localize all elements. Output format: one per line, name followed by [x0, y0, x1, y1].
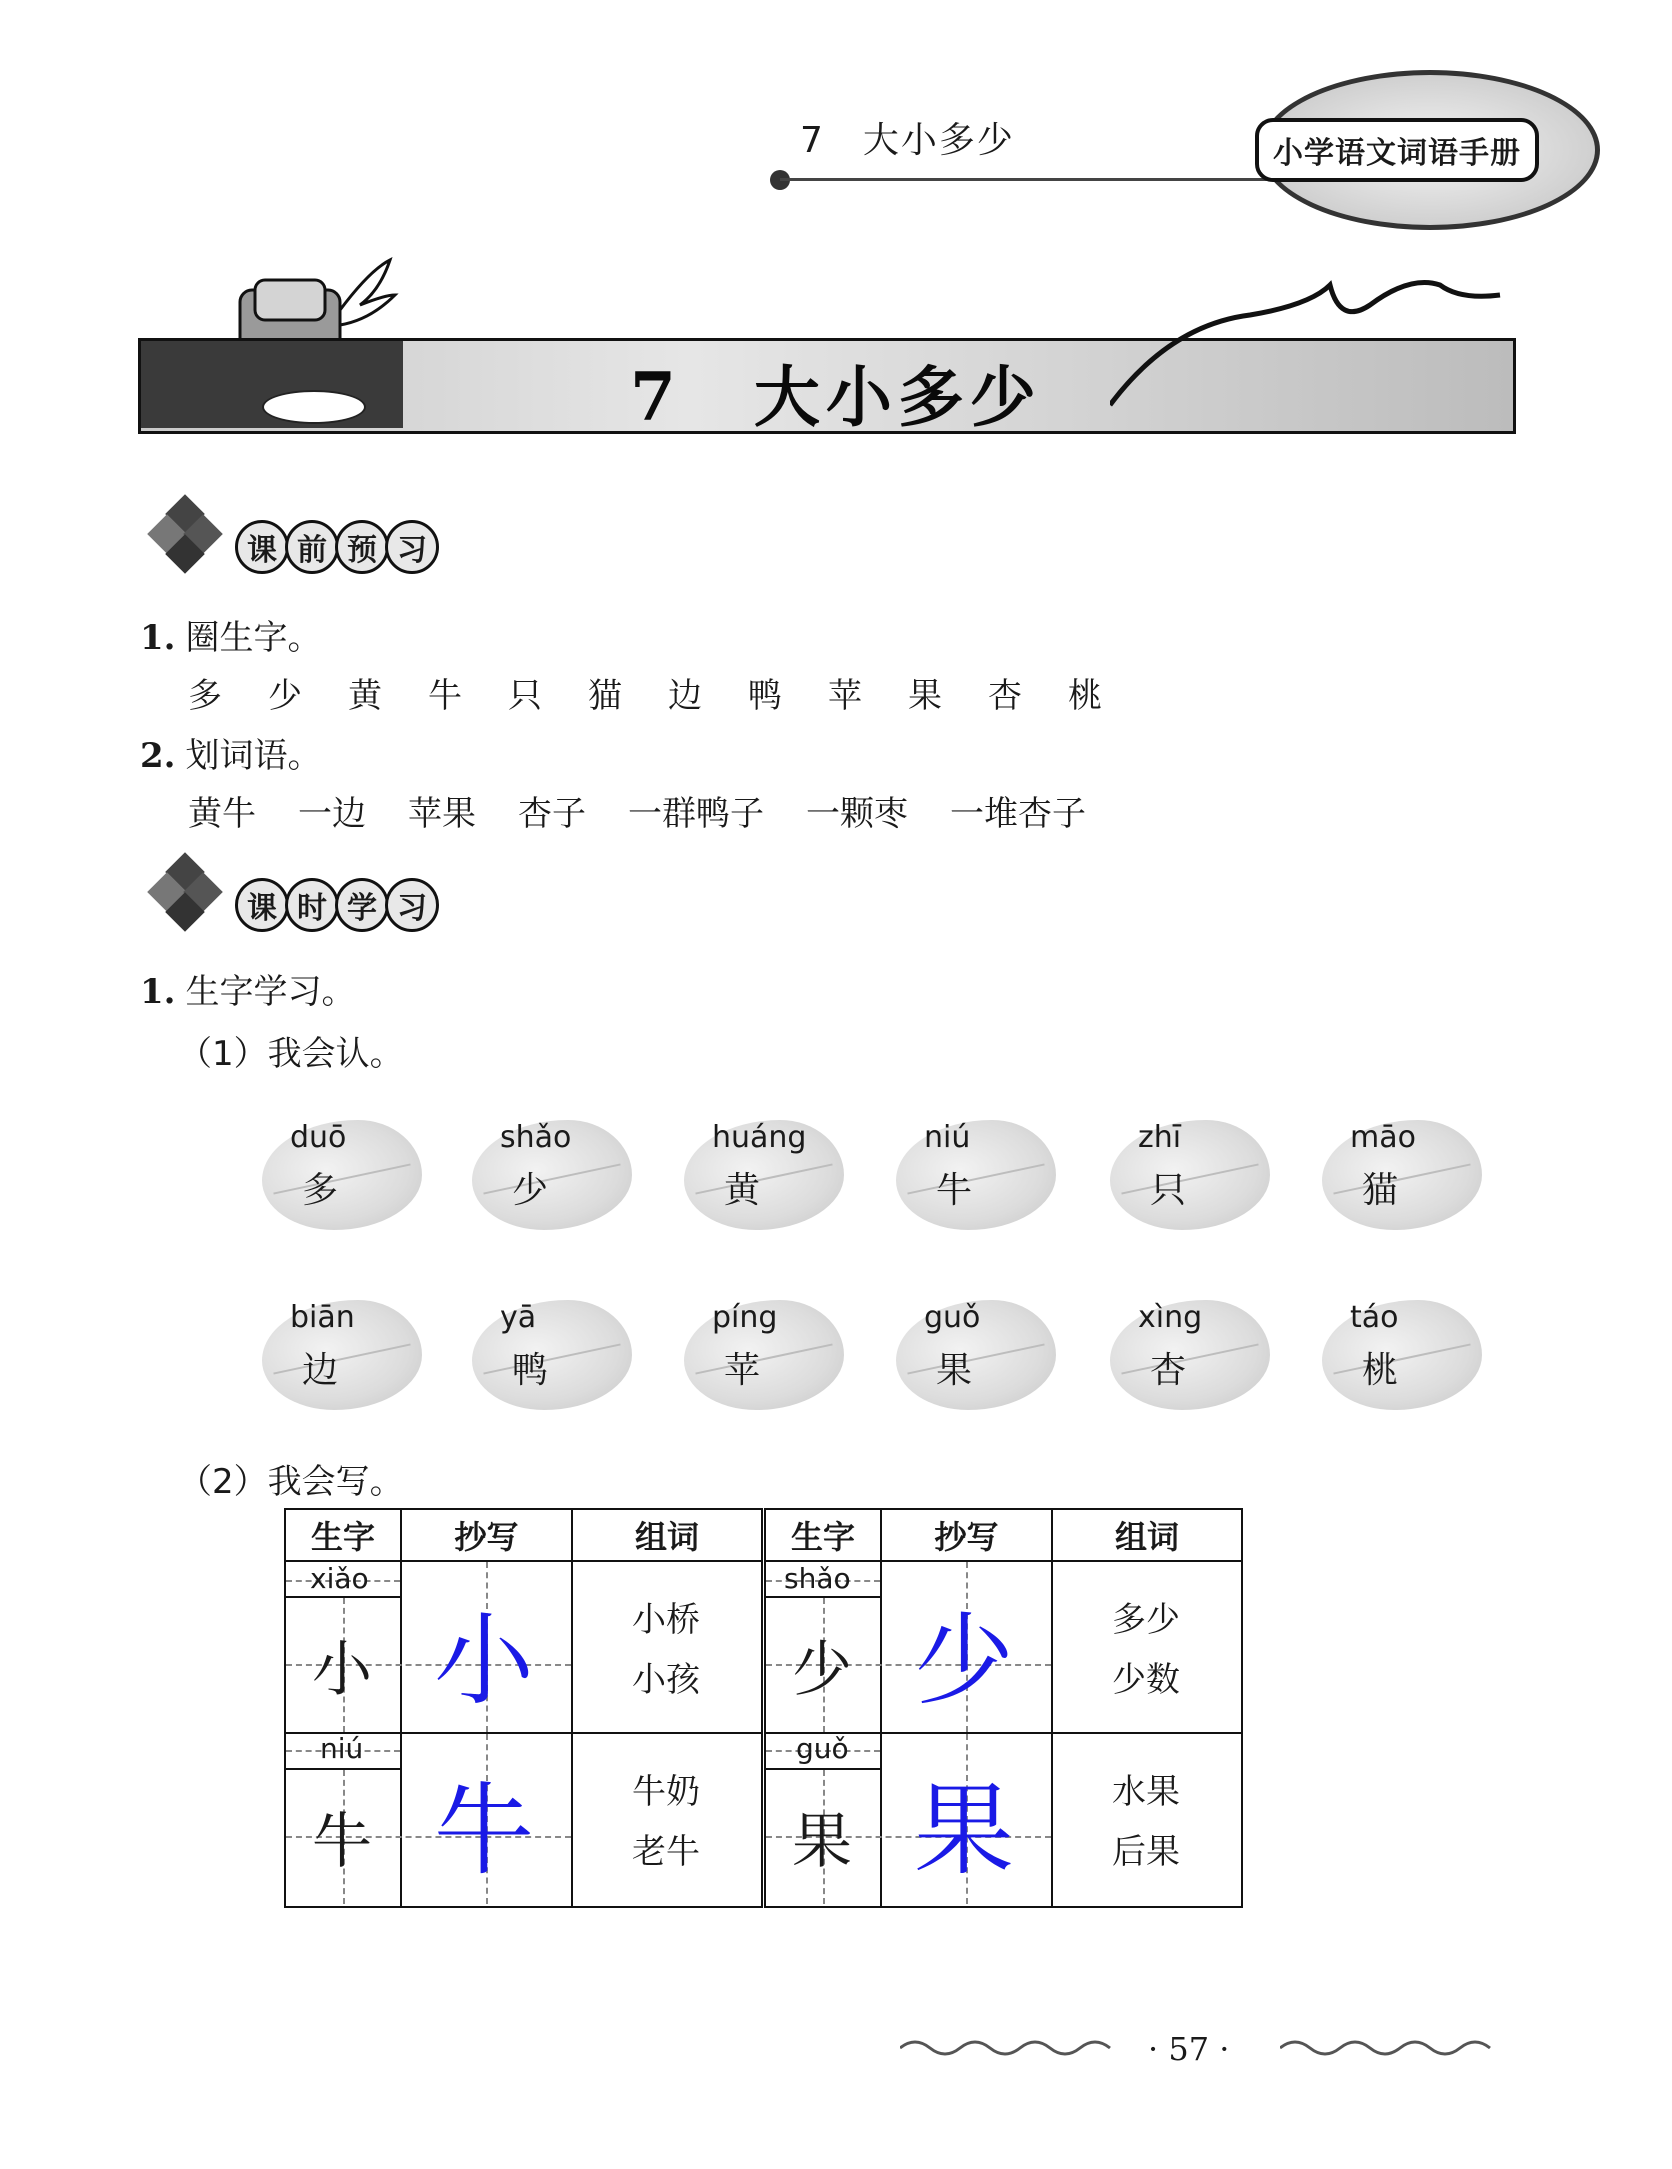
pinyin-cell: shǎo	[784, 1562, 851, 1595]
leaf-card	[472, 1290, 632, 1410]
question-1-study	[140, 964, 356, 1013]
char-item: 少	[268, 676, 302, 716]
word-cell: 少数	[1112, 1660, 1180, 1700]
badge-char: 课	[235, 520, 289, 574]
char-cell: 牛	[312, 1807, 372, 1877]
leaf-char: 只	[1150, 1170, 1187, 1211]
word-cell: 小桥	[632, 1600, 700, 1640]
word-list	[188, 786, 1128, 835]
char-item: 黄	[348, 676, 382, 716]
leaf-card	[1322, 1110, 1482, 1230]
badge-char: 习	[385, 878, 439, 932]
leaf-char: 苹	[724, 1350, 761, 1391]
char-item: 边	[668, 676, 702, 716]
badge-char: 预	[335, 520, 389, 574]
char-item: 桃	[1068, 676, 1102, 716]
char-item: 果	[908, 676, 942, 716]
leaf-card	[896, 1110, 1056, 1230]
char-list	[188, 668, 1148, 717]
char-item: 牛	[428, 676, 462, 716]
char-item: 苹	[828, 676, 862, 716]
word-item: 一边	[298, 794, 366, 834]
leaf-char: 鸭	[512, 1350, 549, 1391]
word-item: 苹果	[408, 794, 476, 834]
word-item: 黄牛	[188, 794, 256, 834]
leaf-pinyin: duō	[290, 1120, 347, 1155]
word-cell: 老牛	[632, 1832, 700, 1872]
question-text: 划词语。	[185, 736, 322, 776]
leaf-pinyin: táo	[1350, 1300, 1399, 1335]
char-item: 多	[188, 676, 222, 716]
page-number: · 57 ·	[1148, 2030, 1230, 2068]
char-cell: 果	[792, 1807, 852, 1877]
leaf-pinyin: xìng	[1138, 1300, 1203, 1335]
table-header: 生字	[766, 1510, 880, 1562]
lesson-title: 7 大小多少	[630, 358, 1042, 436]
badge-char: 习	[385, 520, 439, 574]
badge-char: 前	[285, 520, 339, 574]
running-title: 7 大小多少	[800, 120, 1015, 161]
leaf-card	[1322, 1290, 1482, 1410]
leaf-char: 猫	[1362, 1170, 1399, 1211]
question-number: 2.	[140, 736, 176, 776]
leaf-card	[472, 1110, 632, 1230]
leaf-pinyin: huáng	[712, 1120, 807, 1155]
word-item: 一颗枣	[806, 794, 908, 834]
leaf-card	[896, 1290, 1056, 1410]
question-text: 生字学习。	[185, 972, 356, 1012]
question-number: 1.	[140, 618, 176, 658]
char-cell: 少	[792, 1635, 852, 1705]
table-header: 组词	[1053, 1510, 1241, 1562]
leaf-card	[684, 1290, 844, 1410]
table-header: 生字	[286, 1510, 400, 1562]
leaf-pinyin: guǒ	[924, 1300, 981, 1335]
banner-swoosh-icon	[1110, 265, 1510, 415]
word-item: 一群鸭子	[628, 794, 764, 834]
footer-ornament-left-icon	[900, 2034, 1120, 2058]
table-header: 抄写	[882, 1510, 1051, 1562]
question-1-preview	[140, 610, 322, 659]
table-header: 组词	[573, 1510, 761, 1562]
leaf-card	[262, 1290, 422, 1410]
char-item: 杏	[988, 676, 1022, 716]
leaf-pinyin: zhī	[1138, 1120, 1182, 1155]
banner-oval	[262, 390, 366, 424]
leaf-card	[684, 1110, 844, 1230]
leaf-char: 杏	[1150, 1350, 1187, 1391]
writing-table-right	[764, 1508, 1243, 1908]
leaf-pinyin: biān	[290, 1300, 355, 1335]
badge-char: 学	[335, 878, 389, 932]
question-number: 1.	[140, 972, 176, 1012]
leaf-char: 牛	[936, 1170, 973, 1211]
subquestion-recognize: （1）我会认。	[178, 1034, 404, 1074]
copy-cell: 牛	[434, 1772, 534, 1889]
badge-char: 课	[235, 878, 289, 932]
badge-char: 时	[285, 878, 339, 932]
word-cell: 小孩	[632, 1660, 700, 1700]
leaf-char: 边	[302, 1350, 339, 1391]
footer-ornament-right-icon	[1280, 2034, 1500, 2058]
copy-cell: 少	[914, 1602, 1014, 1719]
subquestion-write: （2）我会写。	[178, 1462, 404, 1502]
word-item: 一堆杏子	[950, 794, 1086, 834]
copy-cell: 果	[914, 1772, 1014, 1889]
word-item: 杏子	[518, 794, 586, 834]
char-item: 鸭	[748, 676, 782, 716]
leaf-char: 桃	[1362, 1350, 1399, 1391]
book-label: 小学语文词语手册	[1255, 118, 1539, 182]
pinyin-cell: xiǎo	[310, 1562, 369, 1595]
char-cell: 小	[312, 1635, 372, 1705]
pinyin-cell: niú	[320, 1732, 364, 1765]
word-cell: 牛奶	[632, 1772, 700, 1812]
leaf-pinyin: yā	[500, 1300, 537, 1335]
leaf-pinyin: māo	[1350, 1120, 1416, 1155]
char-item: 只	[508, 676, 542, 716]
word-cell: 水果	[1112, 1772, 1180, 1812]
leaf-card	[1110, 1290, 1270, 1410]
pinyin-cell: guǒ	[796, 1732, 849, 1765]
leaf-char: 黄	[724, 1170, 761, 1211]
copy-cell: 小	[434, 1602, 534, 1719]
word-cell: 多少	[1112, 1600, 1180, 1640]
table-header: 抄写	[402, 1510, 571, 1562]
writing-table	[284, 1508, 1239, 1904]
question-text: 圈生字。	[185, 618, 322, 658]
header-rule	[780, 178, 1270, 181]
leaf-pinyin: píng	[712, 1300, 778, 1335]
leaf-card	[262, 1110, 422, 1230]
word-cell: 后果	[1112, 1832, 1180, 1872]
leaf-card	[1110, 1110, 1270, 1230]
leaf-pinyin: shǎo	[500, 1120, 572, 1155]
leaf-char: 少	[512, 1170, 549, 1211]
leaf-pinyin: niú	[924, 1120, 971, 1155]
question-2-preview	[140, 728, 322, 777]
leaf-char: 多	[302, 1170, 339, 1211]
writing-table-left	[284, 1508, 763, 1908]
char-item: 猫	[588, 676, 622, 716]
leaf-char: 果	[936, 1350, 973, 1391]
